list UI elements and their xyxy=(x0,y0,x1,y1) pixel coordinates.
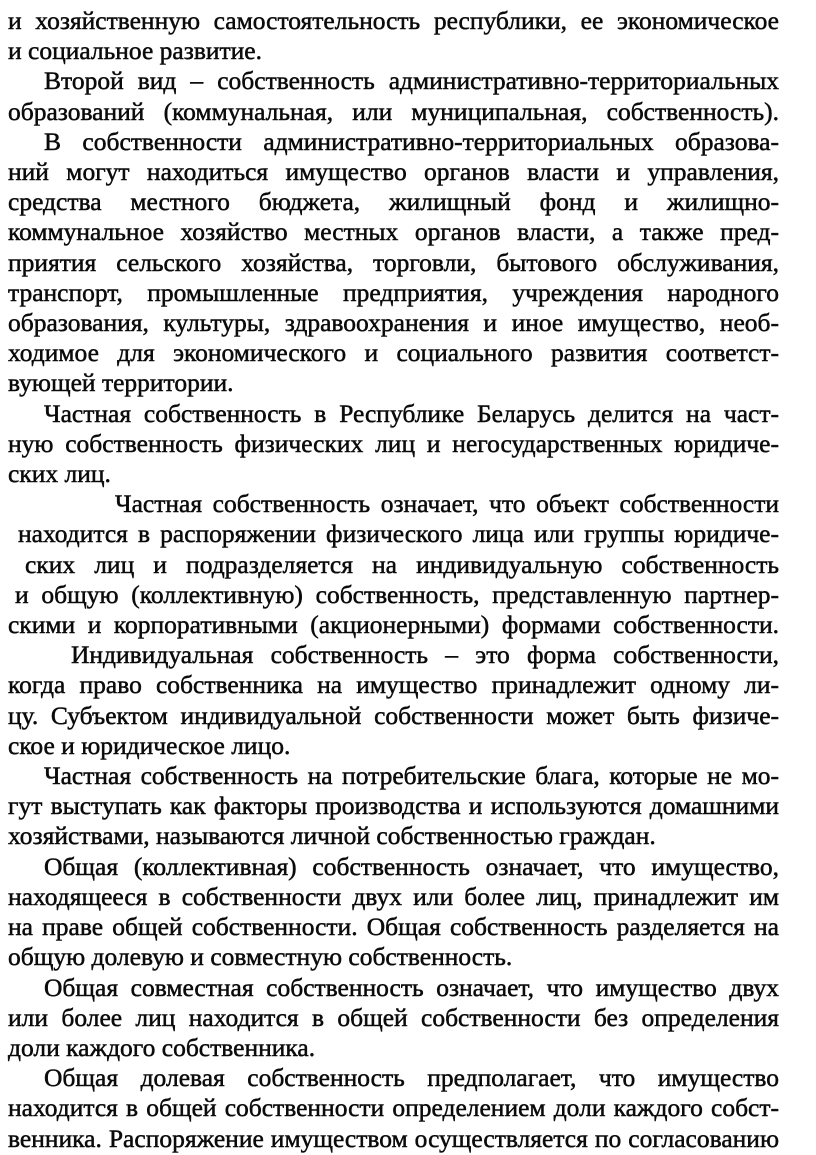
paragraph-private-property-belarus xyxy=(8,399,779,490)
text-line: Частная собственность в Республике Беларусь делится на част- xyxy=(44,398,779,428)
text-line: Второй вид – собственность административно-территориальных xyxy=(44,66,779,96)
text-line: Частная собственность означает, что объект собственности xyxy=(115,489,779,519)
text-line: вующей территории. xyxy=(8,368,234,398)
text-line: ходимое для экономического и социального развития соответст- xyxy=(8,338,779,368)
text-line: Общая (коллективная) собственность означает, что имущество, xyxy=(44,851,779,881)
text-line: ских лиц и подразделяется на индивидуальную собственность xyxy=(25,549,779,579)
text-line: гут выступать как факторы производства и используются домашними xyxy=(8,791,779,821)
text-line: образования, культуры, здравоохранения и иное имущество, необ- xyxy=(8,308,779,338)
paragraph-shared-common-property xyxy=(8,1063,779,1154)
text-line: находится в распоряжении физического лица или группы юридиче- xyxy=(18,519,779,549)
text-line: ское и юридическое лицо. xyxy=(8,730,291,760)
text-line: когда право собственника на имущество принадлежит одному ли- xyxy=(8,670,779,700)
paragraph-individual-property xyxy=(8,640,779,761)
paragraph-administrative-territorial-property xyxy=(8,127,779,399)
paragraph-joint-common-property xyxy=(8,973,779,1064)
text-line: находящееся в собственности двух или более лиц, принадлежит им xyxy=(8,881,779,911)
text-line: и социальное развитие. xyxy=(8,36,262,66)
text-line: Частная собственность на потребительские блага, которые не мо- xyxy=(44,761,779,791)
text-line: ний могут находиться имущество органов власти и управления, xyxy=(8,157,779,187)
text-line: образований (коммунальная, или муниципальная, собственность). xyxy=(8,96,779,126)
text-line: находится в общей собственности определением доли каждого собст- xyxy=(8,1093,779,1123)
text-line: скими и корпоративными (акционерными) формами собственности. xyxy=(8,610,779,640)
text-line: на праве общей собственности. Общая собственность разделяется на xyxy=(8,912,779,942)
text-line: Индивидуальная собственность – это форма собственности, xyxy=(71,640,779,670)
text-line: венника. Распоряжение имуществом осуществляется по согласованию xyxy=(8,1123,779,1153)
paragraph-private-property-definition xyxy=(8,489,779,640)
text-line: Общая долевая собственность предполагает, что имущество xyxy=(44,1063,779,1093)
text-line: доли каждого собственника. xyxy=(8,1032,316,1062)
text-line: и общую (коллективную) собственность, представленную партнер- xyxy=(15,579,779,609)
paragraph-personal-property xyxy=(8,761,779,852)
text-line: приятия сельского хозяйства, торговли, бытового обслуживания, xyxy=(8,247,779,277)
text-line: ских лиц. xyxy=(8,459,111,489)
text-line: В собственности административно-территориальных образова- xyxy=(44,126,779,156)
text-line: и хозяйственную самостоятельность республики, ее экономическое xyxy=(8,6,779,35)
text-line: или более лиц находится в общей собственности без определения xyxy=(8,1002,779,1032)
paragraph-second-type-of-property xyxy=(8,66,779,126)
text-line: коммунальное хозяйство местных органов власти, а также пред- xyxy=(8,217,779,247)
text-line: ную собственность физических лиц и негосударственных юридиче- xyxy=(8,428,779,458)
text-line: хозяйствами, называются личной собственностью граждан. xyxy=(8,821,656,851)
text-line: Общая совместная собственность означает, что имущество двух xyxy=(44,972,779,1002)
paragraph-common-collective-property xyxy=(8,852,779,973)
text-line: общую долевую и совместную собственность. xyxy=(8,942,513,972)
text-line: транспорт, промышленные предприятия, учреждения народного xyxy=(8,277,779,307)
text-line: цу. Субъектом индивидуальной собственности может быть физиче- xyxy=(8,700,779,730)
text-line: средства местного бюджета, жилищный фонд и жилищно- xyxy=(8,187,779,217)
paragraph-continuation xyxy=(8,6,779,66)
